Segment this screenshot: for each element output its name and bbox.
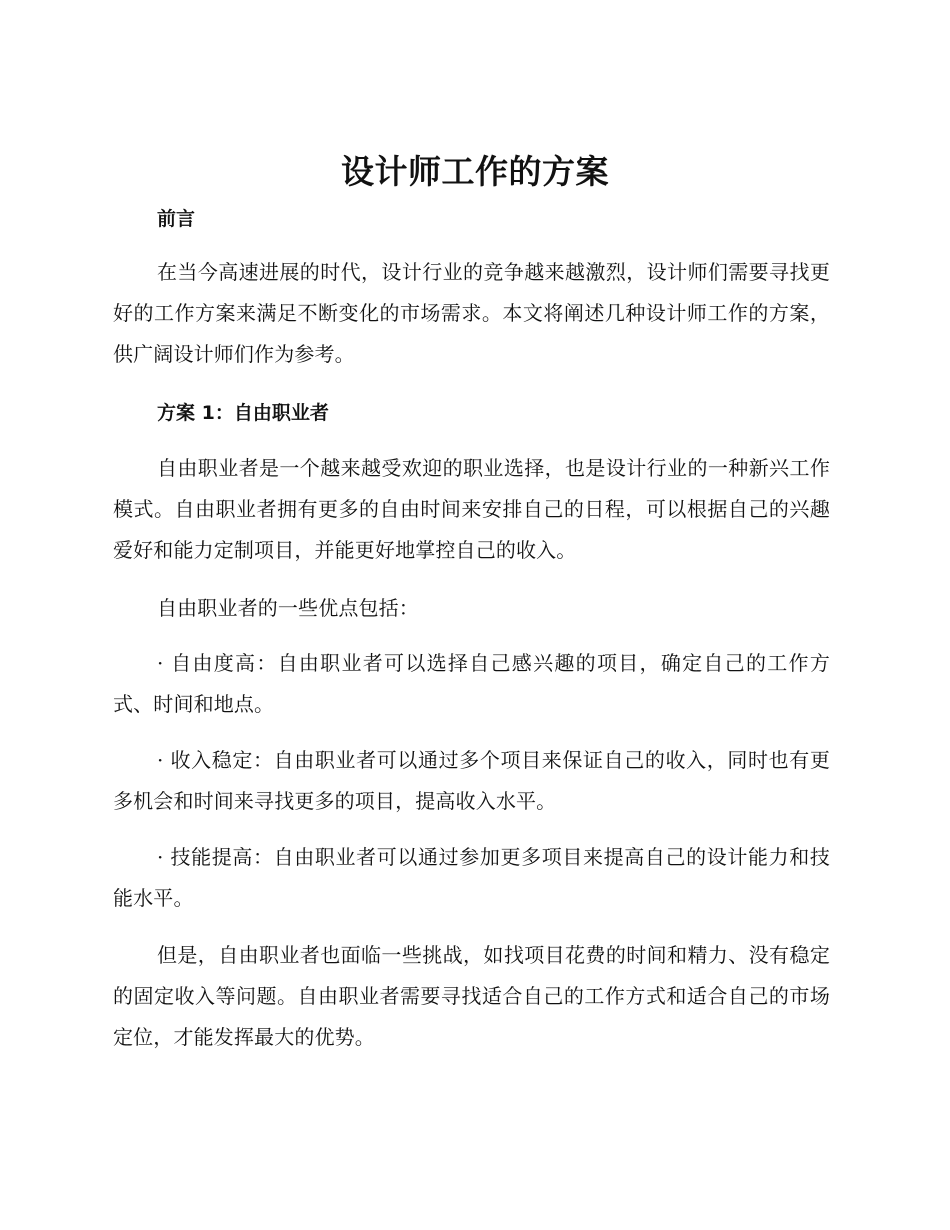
- paragraph-challenges: 但是，自由职业者也面临一些挑战，如找项目花费的时间和精力、没有稳定的固定收入等问题。自由职业者需要寻找适合自己的工作方式和适合自己的市场定位，才能发挥最大的优势。: [113, 943, 830, 1049]
- paragraph-freelancer-intro: 自由职业者是一个越来越受欢迎的职业选择，也是设计行业的一种新兴工作模式。自由职业者拥有更多的自由时间来安排自己的日程，可以根据自己的兴趣爱好和能力定制项目，并能更好地掌控自己的收入。: [113, 456, 830, 562]
- list-item-skills: · 技能提高：自由职业者可以通过参加更多项目来提高自己的设计能力和技能水平。: [113, 845, 830, 910]
- list-item-freedom: · 自由度高：自由职业者可以选择自己感兴趣的项目，确定自己的工作方式、时间和地点。: [113, 651, 830, 716]
- section-heading-preface: 前言: [157, 208, 196, 230]
- document-title: 设计师工作的方案: [341, 152, 609, 191]
- paragraph-preface: 在当今高速进展的时代，设计行业的竞争越来越激烈，设计师们需要寻找更好的工作方案来满足不断变化的市场需求。本文将阐述几种设计师工作的方案，供广阔设计师们作为参考。: [113, 260, 830, 366]
- list-item-income: · 收入稳定：自由职业者可以通过多个项目来保证自己的收入，同时也有更多机会和时间来寻找更多的项目，提高收入水平。: [113, 748, 830, 813]
- section-heading-freelancer: 方案 1：自由职业者: [157, 402, 329, 424]
- paragraph-advantages-intro: 自由职业者的一些优点包括：: [157, 596, 419, 620]
